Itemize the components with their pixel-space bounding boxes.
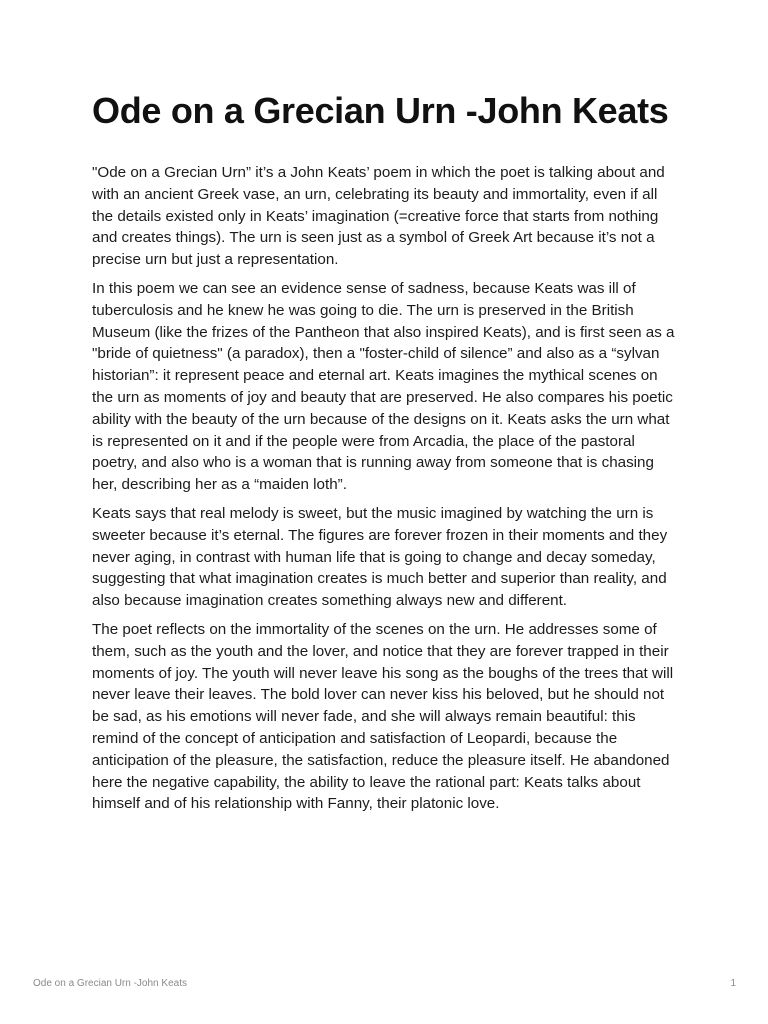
paragraph-3: Keats says that real melody is sweet, but the music imagined by watching the urn is sweeter because it’s eternal. The figures are forever frozen in their moments and they never aging, in contrast with human life that is going to change and decay someday, suggesting that what imagination creates is much better and superior than reality, and also because imagination creates something always new and different. bbox=[92, 504, 668, 610]
footer-page-number: 1 bbox=[730, 978, 736, 989]
paragraph-4: The poet reflects on the immortality of the scenes on the urn. He addresses some of them, such as the youth and the lover, and notice that they are forever trapped in their moments of joy. The youth will never leave his song as the boughs of the trees that will never leave their leaves. The bold lover can never kiss his beloved, but he should not be sad, as his emotions will never fade, and she will always remain beautiful: this remind of the concept of anticipation and satisfaction of Leopardi, because the anticipation of the pleasure, the satisfaction, reduce the pleasure itself. He abandoned here the negative capability, the ability to leave the rational part: Keats talks about himself and of his relationship with Fanny, their platonic love. bbox=[92, 620, 674, 813]
document-body bbox=[92, 88, 682, 822]
footer-document-title: Ode on a Grecian Urn -John Keats bbox=[33, 978, 187, 989]
paragraph-2: In this poem we can see an evidence sense of sadness, because Keats was ill of tuberculosis and he knew he was going to die. The urn is preserved in the British Museum (like the frizes of the Pantheon that also inspired Keats), and is first seen as a "bride of quietness" (a paradox), then a "foster-child of silence” and also as a “sylvan historian”: it represent peace and eternal art. Keats imagines the mythical scenes on the urn as moments of joy and beauty that are preserved. He also compares his poetic ability with the beauty of the urn because of the designs on it. Keats asks the urn what is represented on it and if the people were from Arcadia, the place of the pastoral poetry, and also who is a woman that is running away from someone that is chasing her, describing her as a “maiden loth”. bbox=[92, 279, 675, 494]
document-title: Ode on a Grecian Urn -John Keats bbox=[92, 90, 669, 131]
paragraph-1: "Ode on a Grecian Urn” it’s a John Keats’ poem in which the poet is talking about and with an ancient Greek vase, an urn, celebrating its beauty and immortality, even if all the details existed only in Keats’ imagination (=creative force that starts from nothing and creates things). The urn is seen just as a symbol of Greek Art because it’s not a precise urn but just a representation. bbox=[92, 164, 665, 269]
